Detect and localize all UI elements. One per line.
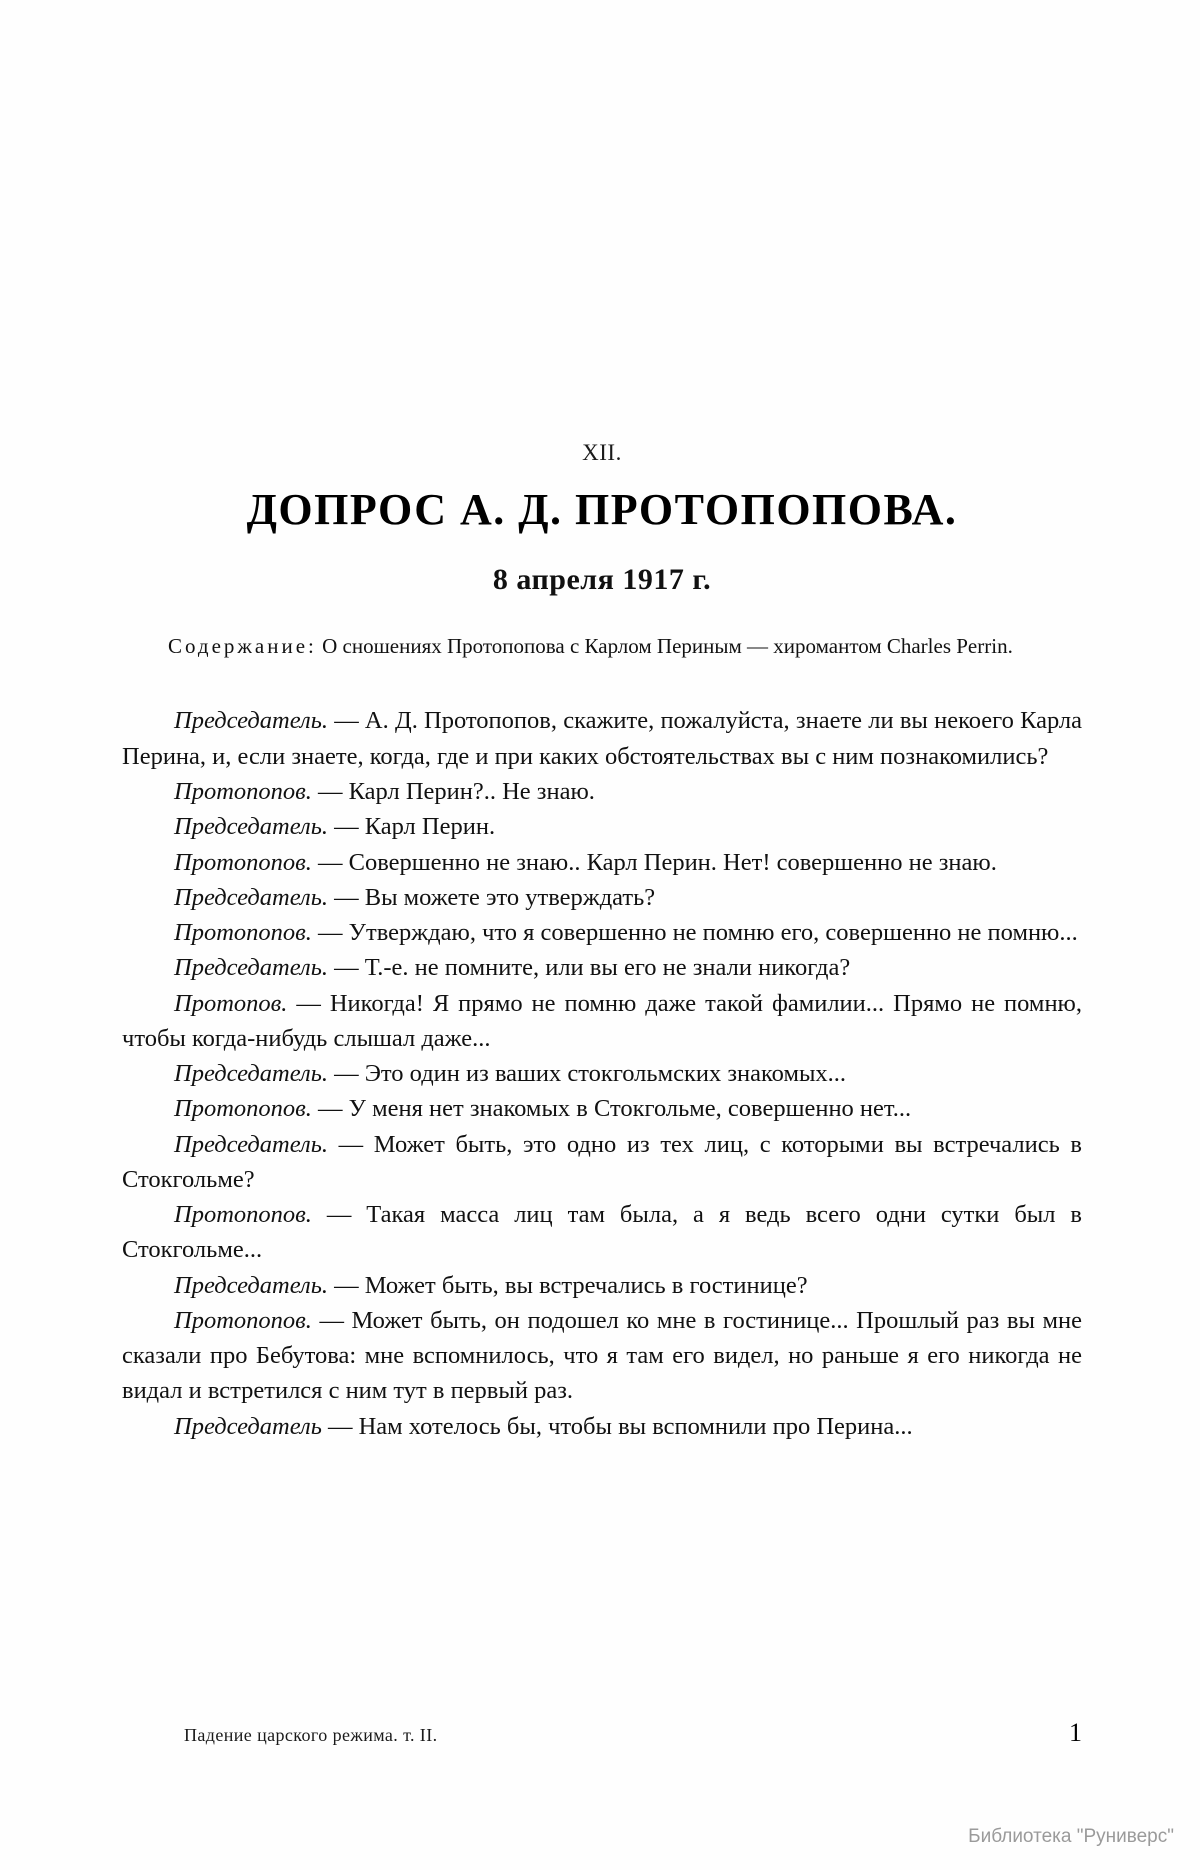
speaker-name: Председатель. (174, 954, 335, 982)
dialogue-transcript (122, 703, 1082, 1444)
speaker-name: Председатель. (174, 1060, 335, 1088)
dialogue-line: Протопов. — Никогда! Я прямо не помню даже такой фамилии... Прямо не помню, чтобы когда-нибудь слышал даже... (122, 989, 1082, 1052)
page-title: ДОПРОС А. Д. ПРОТОПОПОВА. (246, 485, 958, 534)
speaker-name: Протопопов. (174, 777, 319, 805)
speaker-name: Протопопов. (174, 919, 319, 947)
interrogation-date: 8 апреля 1917 г. (492, 563, 712, 596)
dialogue-line: Председатель. — А. Д. Протопопов, скажите, пожалуйста, знаете ли вы некоего Карла Перина, и, если знаете, когда, где и при каких обстоятельствах вы с ним познакомились? (122, 707, 1082, 770)
dialogue-line: Протопопов. — Может быть, он подошел ко мне в гостинице... Прошлый раз вы мне сказали про Бебутова: мне вспомнилось, что я там его видел, но раньше я его никогда не видал и встретился с ним тут в первый раз. (122, 1306, 1082, 1405)
dialogue-line: Председатель. — Карл Перин. (174, 813, 496, 841)
speaker-name: Протопопов. (174, 1095, 319, 1123)
dialogue-line: Председатель. — Т.-е. не помните, или вы его не знали никогда? (174, 954, 851, 982)
page-footer (122, 1718, 1082, 1748)
speaker-name: Протопопов. (174, 1306, 320, 1334)
dialogue-line: Председатель. — Вы можете это утверждать? (174, 883, 656, 911)
speaker-name: Председатель. (174, 883, 335, 911)
summary-text: О сношениях Протопопова с Карлом Периным — хиромантом Charles Perrin. (316, 634, 1013, 658)
speaker-name: Протопов. (174, 989, 297, 1017)
page-content (122, 440, 1082, 1444)
speaker-name: Председатель. (174, 1271, 335, 1299)
dialogue-line: Протопопов. — Утверждаю, что я совершенно не помню его, совершенно не помню... (174, 919, 1078, 947)
dialogue-line: Протопопов. — Карл Перин?.. Не знаю. (174, 777, 595, 805)
dialogue-line: Председатель — Нам хотелось бы, чтобы вы вспомнили про Перина... (174, 1412, 913, 1440)
dialogue-line: Протопопов. — У меня нет знакомых в Стокгольме, совершенно нет... (174, 1095, 912, 1123)
running-title: Падение царского режима. т. II. (184, 1725, 438, 1745)
speaker-name: Председатель (174, 1412, 328, 1440)
library-watermark: Библиотека "Руниверс" (968, 1826, 1174, 1847)
speaker-name: Протопопов. (174, 848, 319, 876)
dialogue-line: Председатель. — Может быть, вы встречались в гостинице? (174, 1271, 808, 1299)
page-number: 1 (1069, 1718, 1082, 1747)
summary-paragraph (122, 631, 1082, 661)
dialogue-line: Протопопов. — Совершенно не знаю.. Карл Перин. Нет! совершенно не знаю. (174, 848, 997, 876)
speaker-name: Председатель. (174, 707, 335, 735)
dialogue-line: Протопопов. — Такая масса лиц там была, а я ведь всего одни сутки был в Стокгольме... (122, 1201, 1082, 1264)
dialogue-line: Председатель. — Это один из ваших стокгольмских знакомых... (174, 1060, 847, 1088)
speaker-name: Председатель. (174, 813, 335, 841)
speaker-name: Протопопов. (174, 1201, 327, 1229)
dialogue-line: Председатель. — Может быть, это одно из тех лиц, с которыми вы встречались в Стокгольме? (122, 1130, 1082, 1193)
summary-label: Содержание: (168, 634, 317, 658)
chapter-number: XII. (582, 440, 622, 465)
speaker-name: Председатель. (174, 1130, 339, 1158)
